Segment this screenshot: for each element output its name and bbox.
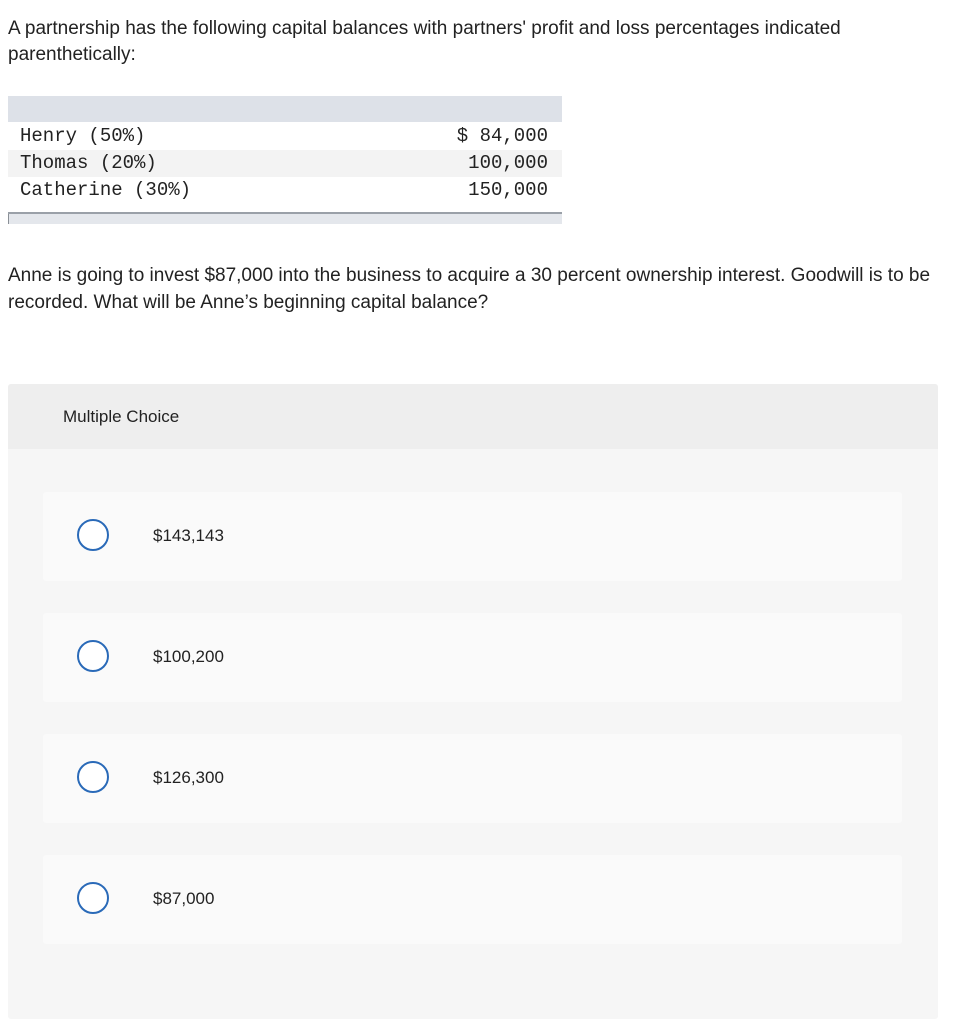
- answer-option[interactable]: [43, 855, 902, 944]
- multiple-choice-panel: [8, 384, 938, 1019]
- table-footer-band: [8, 214, 562, 224]
- capital-amount: $ 84,000: [456, 125, 548, 147]
- radio-button[interactable]: [77, 882, 109, 914]
- answer-option[interactable]: [43, 492, 902, 581]
- capital-amount: 100,000: [468, 152, 548, 174]
- table-row: [8, 177, 562, 204]
- answer-option-label: $143,143: [153, 526, 224, 545]
- partner-name: Catherine (30%): [20, 179, 192, 201]
- table-header-band: [8, 96, 562, 122]
- answer-option-label: $126,300: [153, 768, 224, 787]
- answer-option-label: $100,200: [153, 647, 224, 666]
- answer-option-label: $87,000: [153, 889, 215, 908]
- radio-button[interactable]: [77, 519, 109, 551]
- intro-text: A partnership has the following capital balances with partners' profit and loss percentages indicated parenthetically:: [8, 18, 841, 65]
- capital-amount: 150,000: [468, 179, 548, 201]
- table-row: [8, 123, 562, 150]
- answer-option[interactable]: [43, 613, 902, 702]
- multiple-choice-header: [8, 384, 938, 449]
- answer-option[interactable]: [43, 734, 902, 823]
- radio-button[interactable]: [77, 640, 109, 672]
- partner-name: Henry (50%): [20, 125, 146, 147]
- table-footer-tick: [8, 214, 9, 224]
- partner-name: Thomas (20%): [20, 152, 157, 174]
- capital-balances-table: [8, 96, 562, 225]
- multiple-choice-title: Multiple Choice: [63, 407, 180, 426]
- radio-button[interactable]: [77, 761, 109, 793]
- table-row: [8, 150, 562, 177]
- question-text: Anne is going to invest $87,000 into the business to acquire a 30 percent ownership interest. Goodwill is to be recorded. What will be Anne’s beginning capital balance?: [8, 265, 931, 313]
